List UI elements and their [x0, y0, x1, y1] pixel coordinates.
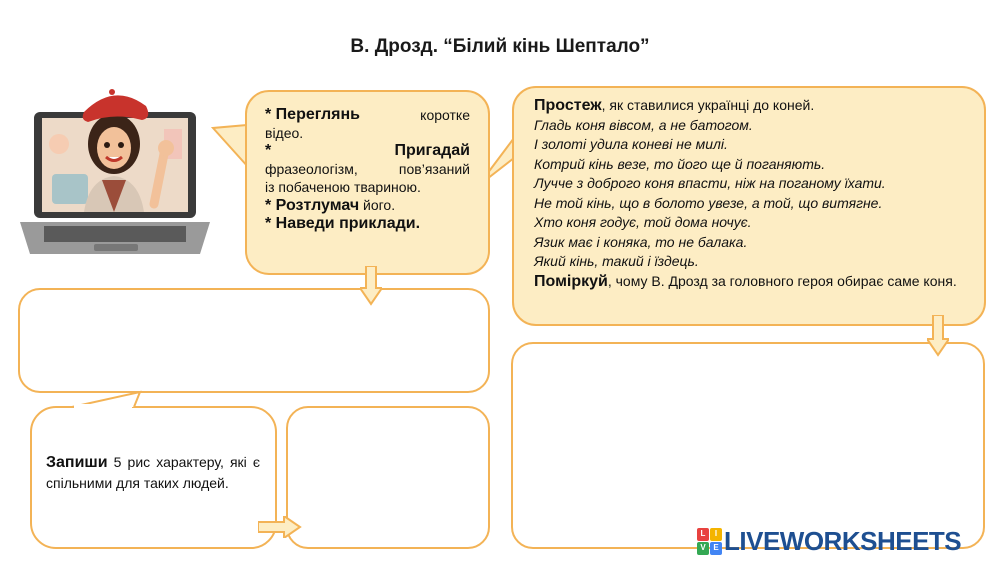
explain-rest: його.	[359, 197, 396, 213]
arrow-down-icon	[927, 315, 949, 357]
write-label: Запиши	[46, 454, 108, 471]
think-label: Поміркуй	[534, 272, 608, 290]
trace-rest: , як ставилися українці до коней.	[601, 97, 815, 113]
watch-rest: коротке	[420, 107, 470, 123]
logo-block: V	[697, 542, 709, 555]
watch-rest-2: відео.	[265, 125, 304, 141]
logo-text: LIVEWORKSHEETS	[724, 525, 962, 556]
examples-label: * Наведи приклади.	[265, 215, 421, 232]
arrow-right-icon	[258, 516, 302, 538]
write-task-text	[46, 452, 260, 493]
logo-blocks-icon	[697, 528, 721, 554]
proverb-item: Котрий кінь везе, то його ще й поганяють.	[534, 155, 826, 172]
proverb-item: Який кінь, такий і їздець.	[534, 253, 699, 269]
proverb-item: Гладь коня вівсом, а не батогом.	[534, 116, 753, 133]
proverb-item: І золоті удила коневі не милі.	[534, 136, 728, 152]
logo-block: I	[710, 528, 722, 541]
trace-label: Простеж	[534, 97, 602, 114]
recall-label: Пригадай	[394, 142, 470, 159]
logo-block: L	[697, 528, 709, 541]
write-rest: 5 рис характеру, які є спільними для таких людей.	[46, 454, 260, 491]
star: *	[265, 142, 272, 159]
proverb-item: Лучче з доброго коня впасти, ніж на поганому їхати.	[534, 175, 886, 191]
think-rest: , чому В. Дрозд за головного героя обирає саме коня.	[607, 272, 957, 289]
recall-text-b: пов’язаний	[398, 161, 470, 177]
watch-label: * Переглянь	[265, 106, 361, 123]
proverb-item: Не той кінь, що в болото увезе, а той, що витягне.	[534, 194, 883, 211]
proverb-item: Хто коня годує, той дома ночує.	[534, 214, 752, 230]
recall-text-a: фразеологізм,	[265, 161, 358, 177]
page-title: В. Дрозд. “Білий кінь Шептало”	[350, 36, 650, 57]
recall-text-c: із побаченою твариною.	[265, 179, 421, 195]
logo-block: E	[710, 542, 722, 555]
arrow-down-icon	[360, 266, 382, 306]
explain-label: * Розтлумач	[265, 197, 360, 214]
proverb-item: Язик має і коняка, то не балака.	[534, 233, 748, 250]
liveworksheets-logo	[697, 527, 961, 555]
